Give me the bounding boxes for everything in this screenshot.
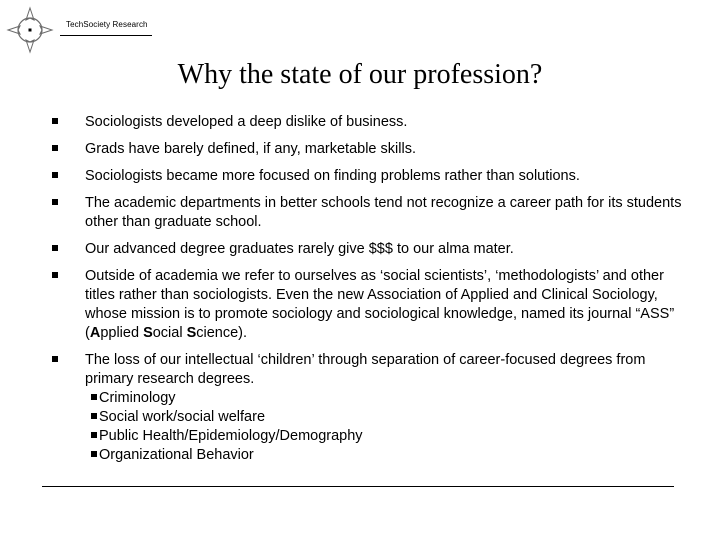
bullet-marker-icon [52,145,58,151]
bullet-main-text: The loss of our intellectual ‘children’ through separation of career-focused degrees from primary research degrees. [85,352,646,387]
sub-bullet-item: Social work/social welfare [85,408,695,427]
organization-name: TechSociety Research [66,20,148,29]
sub-bullet-item: Organizational Behavior [85,446,695,465]
bullet-text: Sociologists developed a deep dislike of business. [85,114,408,130]
bullet-text [85,351,695,465]
bullet-marker-icon [52,356,58,362]
bullet-marker-icon [52,272,58,278]
bullet-text: Outside of academia we refer to ourselves as ‘social scientists’, ‘methodologists’ and other titles rather than sociologists. Even the new Association of Applied and Clinical Sociology, whose mission is to promote sociology and sociological knowledge, named its journal “ASS” (Applied Social Science). [85,268,675,341]
bullet-text: Grads have barely defined, if any, marketable skills. [85,141,416,157]
bullet-text: The academic departments in better schools tend not recognize a career path for its students other than graduate school. [85,195,682,230]
compass-logo-icon [6,6,54,54]
slide-title: Why the state of our profession? [177,59,543,90]
sub-bullet-item: Public Health/Epidemiology/Demography [85,427,695,446]
bullet-marker-icon [52,172,58,178]
sub-bullet-marker-icon [91,413,97,419]
bullet-marker-icon [52,245,58,251]
bullet-marker-icon [52,199,58,205]
sub-bullet-marker-icon [91,451,97,457]
sub-bullet-list [85,389,695,465]
sub-bullet-marker-icon [91,432,97,438]
footer-divider [42,486,674,487]
bullet-marker-icon [52,118,58,124]
sub-bullet-item: Criminology [85,389,695,408]
bullet-text: Sociologists became more focused on finding problems rather than solutions. [85,168,580,184]
sub-bullet-marker-icon [91,394,97,400]
bullet-text: Our advanced degree graduates rarely give $$$ to our alma mater. [85,241,514,257]
header-divider [60,35,152,36]
